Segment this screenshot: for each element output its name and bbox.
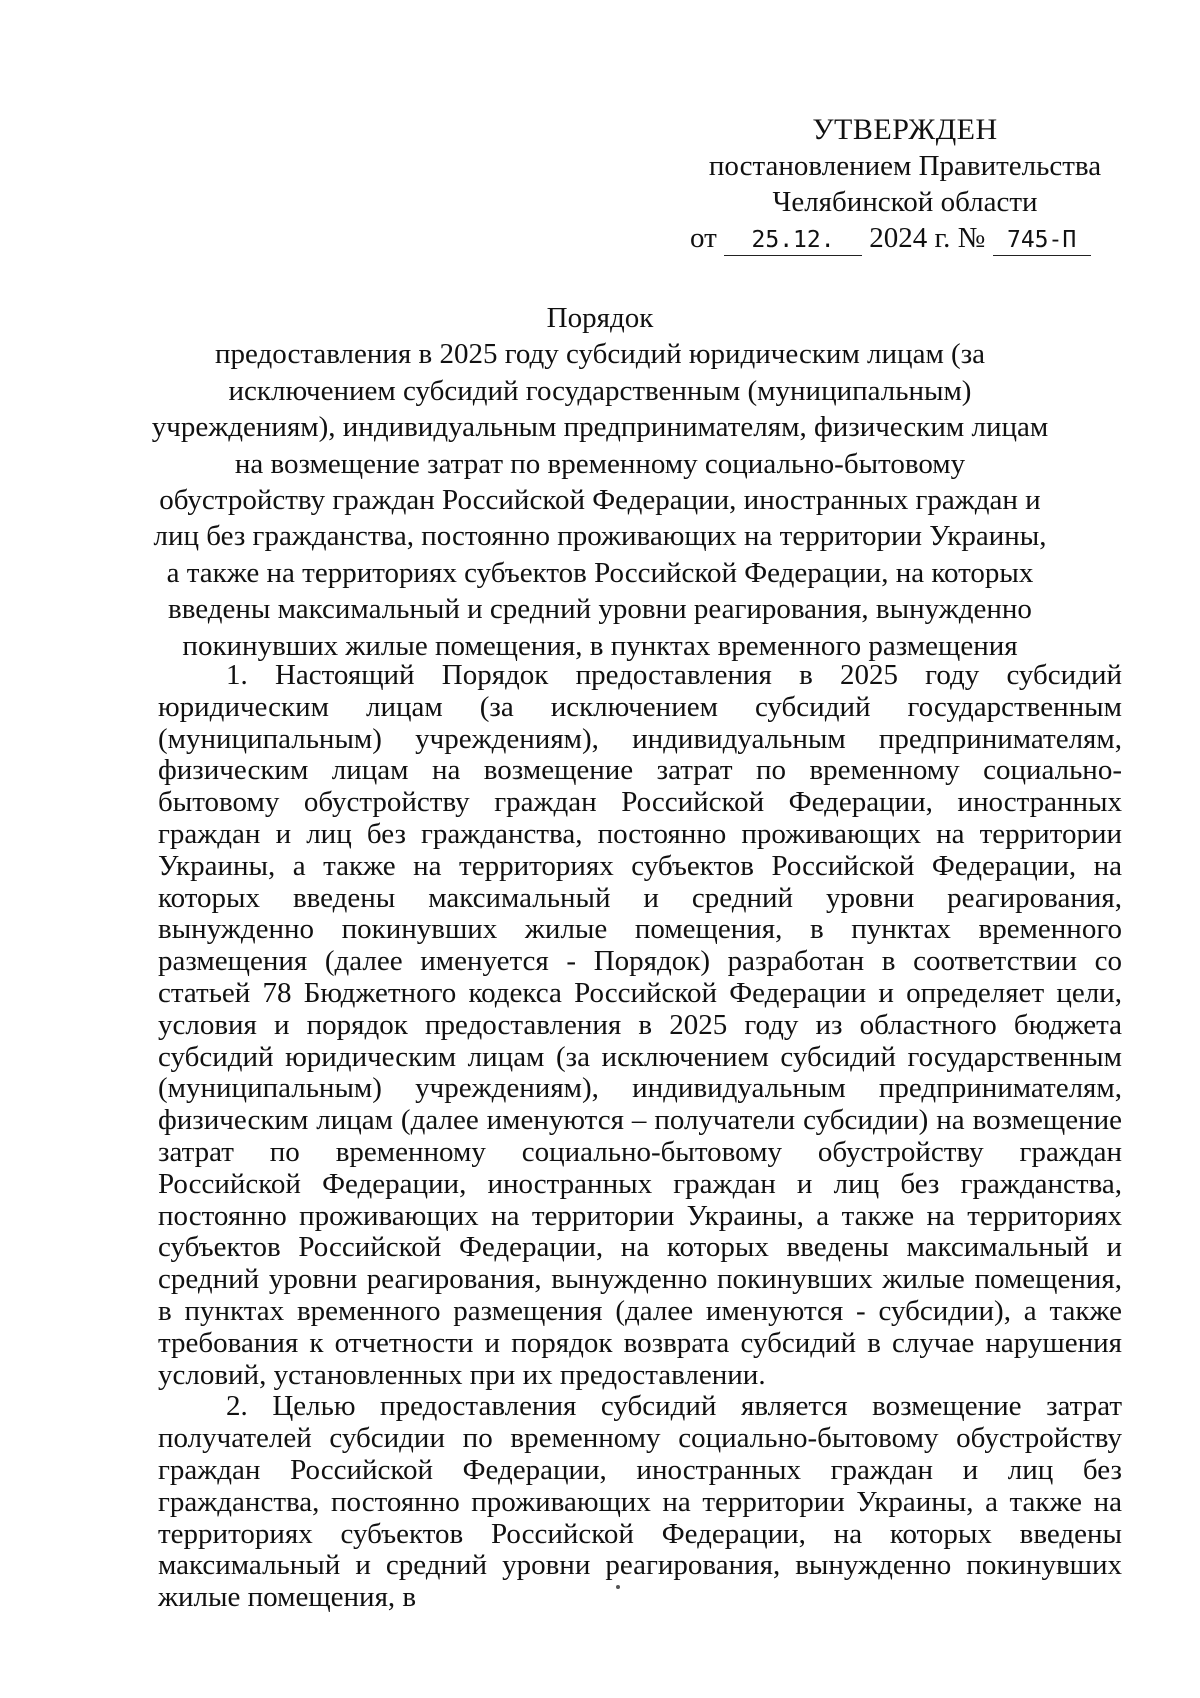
document-subtitle: предоставления в 2025 году субсидий юридическим лицам (за исключением субсидий государственным (муниципальным) учреждениям), индивидуальным предпринимателям, физическим лицам на возмещение затрат по временному социально-бытовому обустройству граждан Российской Федерации, иностранных граждан и лиц без гражданства, постоянно проживающих на территории Украины, а также на территориях субъектов Российской Федерации, на которых введены максимальный и средний уровни реагирования, вынужденно покинувших жилые помещения, в пунктах временного размещения bbox=[151, 338, 1049, 662]
year-number-label: 2024 г. № bbox=[869, 222, 986, 254]
scan-speck bbox=[616, 1585, 620, 1589]
document-title: Порядок bbox=[546, 302, 654, 334]
document-title-block bbox=[150, 300, 1050, 664]
approval-date-field: 25.12. bbox=[724, 225, 862, 256]
approval-issuer-line: постановлением Правительства bbox=[708, 150, 1102, 182]
paragraph-2: 2. Целью предоставления субсидий является возмещение затрат получателей субсидии по временному социально-бытовому обустройству граждан Российской Федерации, иностранных граждан и лиц без гражданства, постоянно проживающих на территории Украины, а также на территориях субъектов Российской Федерации, на которых введены максимальный и средний уровни реагирования, вынужденно покинувших жилые помещения, в bbox=[158, 1390, 1122, 1614]
paragraph-1: 1. Настоящий Порядок предоставления в 2025 году субсидий юридическим лицам (за исключением субсидий государственным (муниципальным) учреждениям), индивидуальным предпринимателям, физическим лицам на возмещение затрат по временному социально-бытовому обустройству граждан Российской Федерации, иностранных граждан и лиц без гражданства, постоянно проживающих на территории Украины, а также на территориях субъектов Российской Федерации, на которых введены максимальный и средний уровни реагирования, вынужденно покинувших жилые помещения, в пунктах временного размещения (далее именуется - Порядок) разработан в соответствии со статьей 78 Бюджетного кодекса Российской Федерации и определяет цели, условия и порядок предоставления в 2025 году из областного бюджета субсидий юридическим лицам (за исключением субсидий государственным (муниципальным) учреждениям), индивидуальным предпринимателям, физическим лицам (далее именуются – получатели субсидии) на возмещение затрат по временному социально-бытовому обустройству граждан Российской Федерации, иностранных граждан и лиц без гражданства, постоянно проживающих на территории Украины, а также на территориях субъектов Российской Федерации, на которых введены максимальный и средний уровни реагирования, вынужденно покинувших жилые помещения, в пунктах временного размещения (далее именуются - субсидии), а также требования к отчетности и порядок возврата субсидий в случае нарушения условий, установленных при их предоставлении. bbox=[158, 659, 1122, 1391]
approval-number-field: 745-П bbox=[993, 225, 1091, 256]
approval-block bbox=[690, 112, 1120, 256]
document-body bbox=[158, 660, 1122, 1614]
from-label: от bbox=[690, 222, 717, 254]
approval-region-line: Челябинской области bbox=[772, 186, 1038, 218]
approval-date-line bbox=[690, 220, 1120, 256]
approval-heading: УТВЕРЖДЕН bbox=[812, 113, 998, 146]
